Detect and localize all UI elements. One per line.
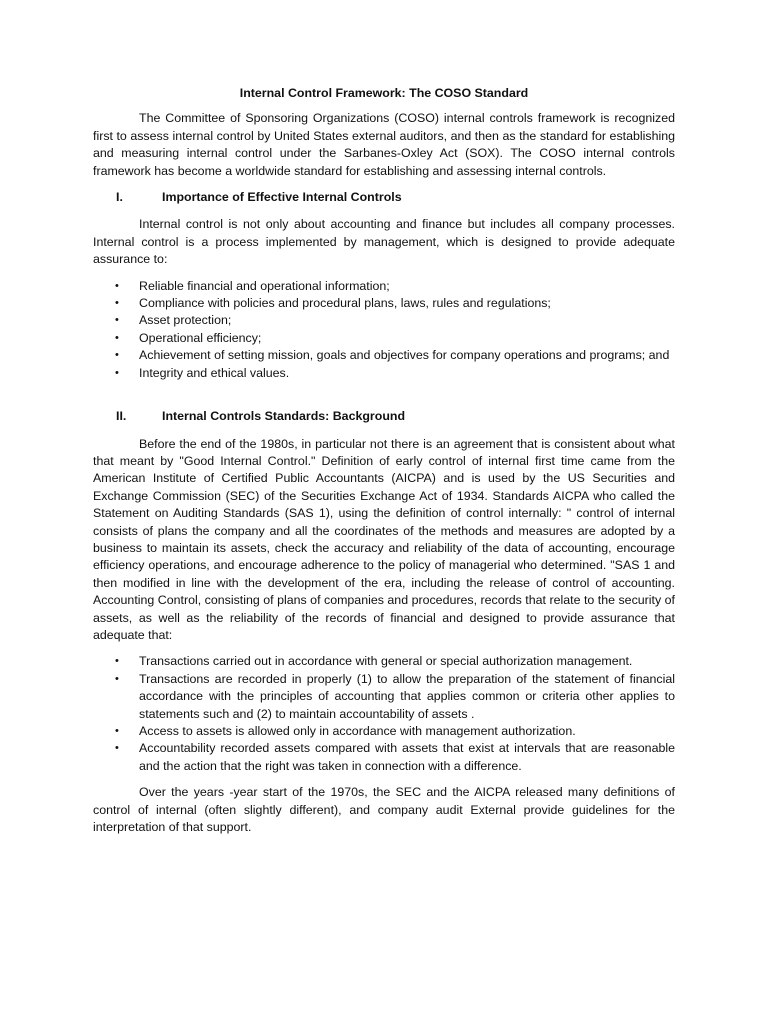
section-1-title: Importance of Effective Internal Controls	[162, 190, 402, 205]
section-1-bullet-list	[93, 278, 675, 382]
document-title: Internal Control Framework: The COSO Standard	[239, 86, 529, 100]
bullet-icon: •	[115, 314, 119, 327]
list-item: • Reliable financial and operational information;	[93, 278, 675, 295]
intro-paragraph: The Committee of Sponsoring Organizations (COSO) internal controls framework is recognized first to assess internal control by United States external auditors, and then as the standard for establishing and measuring internal control under the Sarbanes-Oxley Act (SOX). The COSO internal controls framework has become a worldwide standard for establishing and assessing internal controls.	[93, 111, 675, 178]
section-2-number: II.	[116, 409, 127, 424]
section-1-heading	[93, 189, 675, 206]
bullet-icon: •	[115, 279, 119, 292]
list-item: • Access to assets is allowed only in accordance with management authorization.	[93, 723, 675, 740]
bullet-icon: •	[115, 672, 119, 685]
bullet-icon: •	[115, 349, 119, 362]
document-body	[93, 85, 675, 836]
bullet-icon: •	[115, 297, 119, 310]
list-item: • Accountability recorded assets compared with assets that exist at intervals that are reasonable and the action that the right was taken in connection with a difference.	[115, 741, 675, 773]
section-2-title: Internal Controls Standards: Background	[162, 409, 406, 424]
bullet-icon: •	[115, 742, 119, 755]
list-item: • Achievement of setting mission, goals and objectives for company operations and programs; and	[93, 347, 675, 364]
section-2-bullet-list	[93, 653, 675, 775]
list-item: • Asset protection;	[93, 312, 675, 329]
list-item: • Transactions carried out in accordance with general or special authorization management.	[93, 653, 675, 670]
list-item: • Integrity and ethical values.	[93, 365, 675, 382]
bullet-icon: •	[115, 331, 119, 344]
list-item: • Compliance with policies and procedural plans, laws, rules and regulations;	[93, 295, 675, 312]
list-item: • Transactions are recorded in properly (1) to allow the preparation of the statement of financial accordance with the principles of accounting that applies common or criteria other applies to statements such and (2) to maintain accountability of assets .	[115, 671, 675, 721]
list-item: • Operational efficiency;	[93, 330, 675, 347]
bullet-icon: •	[115, 725, 119, 737]
closing-paragraph: Over the years -year start of the 1970s, the SEC and the AICPA released many definitions of control of internal (often slightly different), and company audit External provide guidelines for the interpretation of that support.	[93, 785, 675, 835]
section-2-paragraph: Before the end of the 1980s, in particular not there is an agreement that is consistent about what that meant by "Good Internal Control." Definition of early control of internal first time came from the American Institute of Certified Public Accountants (AICPA) and is used by the US Securities and Exchange Commission (SEC) of the Securities Exchange Act of 1934. Standards AICPA who called the Statement on Auditing Standards (SAS 1), using the definition of control internally: " control of internal consists of plans the company and all the coordinates of the methods and measures are adopted by a business to maintain its assets, check the accuracy and reliability of the data of accounting, encourage efficiency operations, and encourage adherence to the policy of managerial who determined. "SAS 1 and then modified in line with the development of the era, including the release of control of accounting. Accounting Control, consisting of plans of companies and procedures, records that relate to the security of assets, as well as the reliability of the records of financial and designed to provide assurance that adequate that:	[93, 436, 675, 642]
bullet-icon: •	[115, 366, 119, 379]
section-2-heading	[93, 408, 675, 425]
bullet-icon: •	[115, 655, 119, 668]
section-1-paragraph: Internal control is not only about accounting and finance but includes all company processes. Internal control is a process implemented by management, which is designed to provide adequate assurance to:	[93, 217, 675, 267]
section-1-number: I.	[116, 190, 123, 205]
